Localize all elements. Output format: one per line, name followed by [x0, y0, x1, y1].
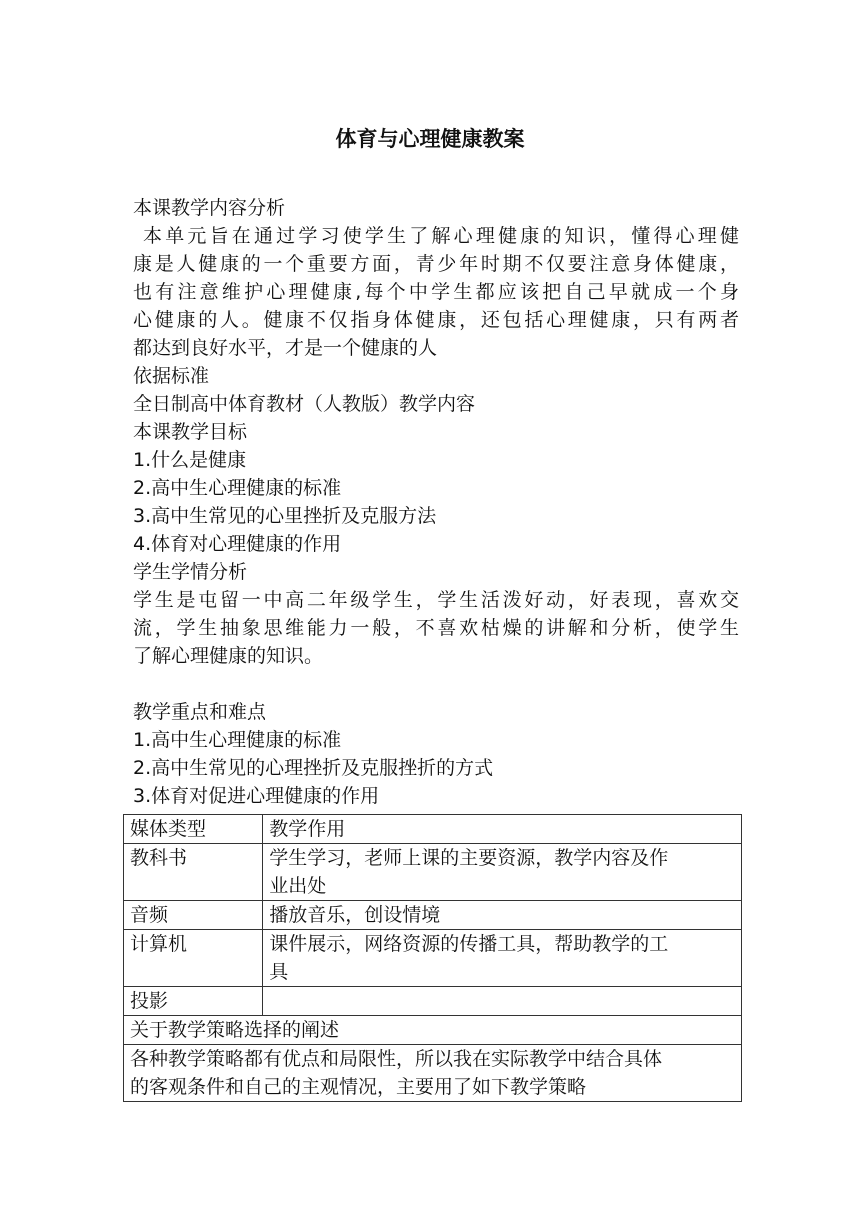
goal-item: 4.体育对心理健康的作用	[133, 533, 342, 555]
table-row	[124, 987, 742, 1016]
section-heading-basis: 依据标准	[133, 365, 210, 387]
key-point-item: 3.体育对促进心理健康的作用	[133, 785, 380, 807]
document-title: 体育与心理健康教案	[335, 127, 525, 151]
table-header-row	[124, 815, 742, 844]
teaching-use-cell	[263, 901, 742, 930]
basis-text: 全日制高中体育教材（人教版）教学内容	[133, 393, 476, 415]
table-row	[124, 901, 742, 930]
table-row	[124, 844, 742, 901]
cell-line: 学生学习，老师上课的主要资源，教学内容及作	[269, 847, 669, 869]
paragraph-line: 本单元旨在通过学习使学生了解心理健康的知识，懂得心理健	[143, 225, 739, 247]
teaching-use-cell	[263, 987, 742, 1016]
section-heading-students: 学生学情分析	[133, 561, 248, 583]
section-heading-goals: 本课教学目标	[133, 421, 248, 443]
cell-line: 播放音乐，创设情境	[269, 904, 441, 926]
cell-line: 业出处	[269, 875, 327, 897]
media-table	[123, 814, 742, 1102]
goal-item: 1.什么是健康	[133, 449, 247, 471]
strategy-text-row	[124, 1045, 742, 1102]
section-heading-key-points: 教学重点和难点	[133, 701, 267, 723]
paragraph-line: 了解心理健康的知识。	[133, 645, 324, 667]
analysis-paragraph	[133, 222, 739, 362]
media-type-cell: 音频	[124, 901, 263, 930]
key-point-item: 1.高中生心理健康的标准	[133, 729, 342, 751]
strategy-heading-cell: 关于教学策略选择的阐述	[124, 1016, 742, 1045]
paragraph-line: 康是人健康的一个重要方面，青少年时期不仅要注意身体健康，	[133, 253, 739, 275]
strategy-heading-row	[124, 1016, 742, 1045]
table-row	[124, 930, 742, 987]
teaching-use-cell	[263, 844, 742, 901]
strategy-text-cell	[124, 1045, 742, 1102]
paragraph-line: 学生是屯留一中高二年级学生，学生活泼好动，好表现，喜欢交	[133, 589, 739, 611]
goal-item: 2.高中生心理健康的标准	[133, 477, 342, 499]
teaching-use-cell	[263, 930, 742, 987]
media-type-cell: 教科书	[124, 844, 263, 901]
paragraph-line: 都达到良好水平，才是一个健康的人	[133, 337, 438, 359]
paragraph-line: 也有注意维护心理健康,每个中学生都应该把自己早就成一个身	[133, 281, 739, 303]
header-cell-media-type: 媒体类型	[124, 815, 263, 844]
goal-item: 3.高中生常见的心里挫折及克服方法	[133, 505, 437, 527]
paragraph-line: 心健康的人。健康不仅指身体健康，还包括心理健康，只有两者	[133, 309, 739, 331]
header-cell-teaching-use: 教学作用	[263, 815, 742, 844]
cell-line: 具	[269, 961, 289, 983]
students-paragraph	[133, 586, 739, 670]
document-body	[133, 194, 739, 810]
blank-line	[133, 670, 739, 698]
media-type-cell: 计算机	[124, 930, 263, 987]
cell-line: 课件展示，网络资源的传播工具，帮助教学的工	[269, 933, 669, 955]
section-heading-analysis: 本课教学内容分析	[133, 197, 286, 219]
media-type-cell: 投影	[124, 987, 263, 1016]
cell-line: 的客观条件和自己的主观情况，主要用了如下教学策略	[130, 1076, 587, 1098]
paragraph-line: 流，学生抽象思维能力一般，不喜欢枯燥的讲解和分析，使学生	[133, 617, 739, 639]
cell-line: 各种教学策略都有优点和局限性，所以我在实际教学中结合具体	[130, 1048, 663, 1070]
key-point-item: 2.高中生常见的心理挫折及克服挫折的方式	[133, 757, 494, 779]
cell-line	[269, 987, 735, 1015]
